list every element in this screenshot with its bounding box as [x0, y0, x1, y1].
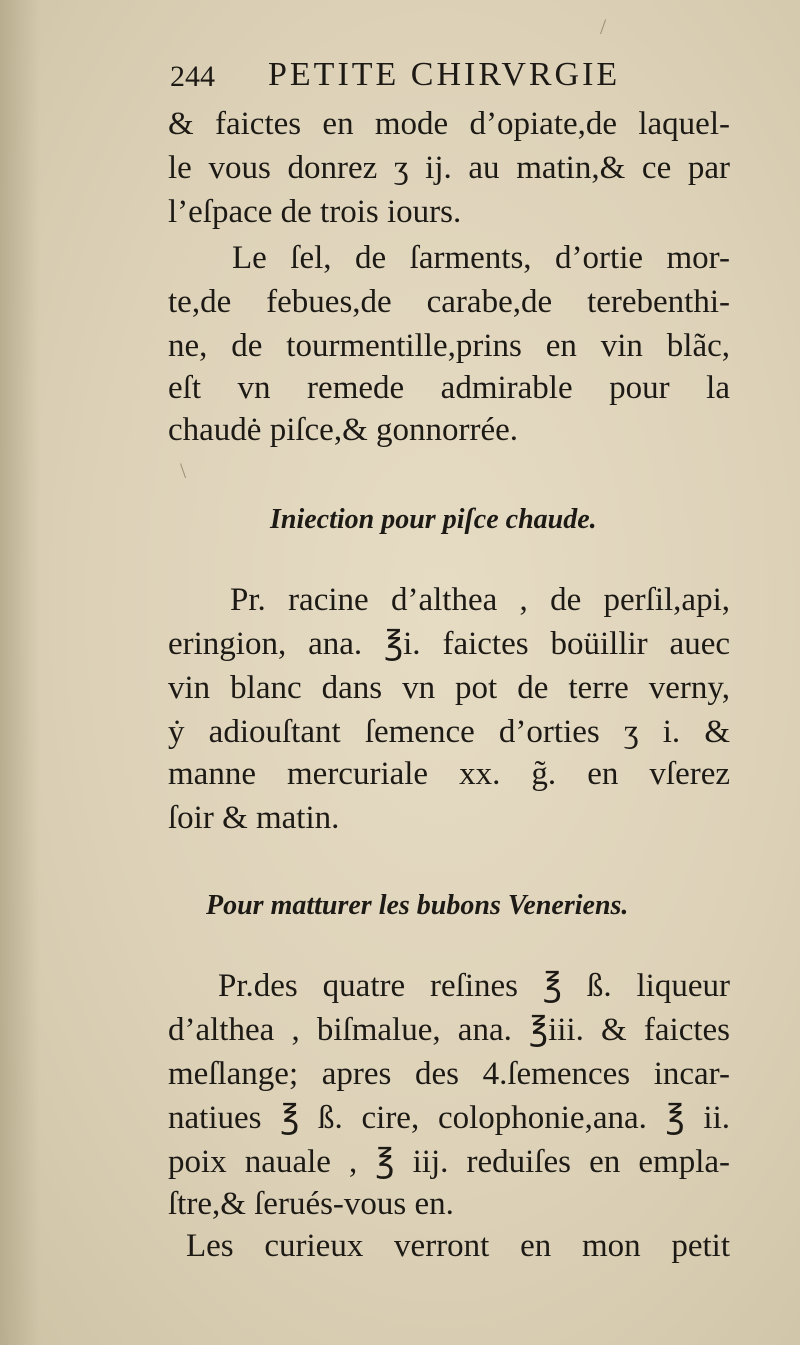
section-heading: Pour matturer les bubons Veneriens.	[206, 890, 629, 921]
stray-mark: \	[180, 458, 187, 483]
text-line: le vous donrez ʒ ij. au matin,& ce par	[168, 150, 730, 186]
running-title: PETITE CHIRVRGIE	[268, 56, 621, 93]
page-gutter-shadow	[0, 0, 40, 1345]
text-line: natiues ℥ ß. cire, colophonie,ana. ℥ ii.	[168, 1100, 730, 1136]
text-line: ne, de tourmentille,prins en vin blãc,	[168, 328, 730, 364]
section-heading: Iniection pour piſce chaude.	[270, 504, 597, 535]
page-number: 244	[170, 60, 215, 93]
text-line: chaudė piſce,& gonnorrée.	[168, 412, 519, 448]
text-line: ſoir & matin.	[168, 800, 340, 836]
text-line: l’eſpace de trois iours.	[168, 194, 462, 230]
text-line: te,de febues,de carabe,de terebenthi-	[168, 284, 730, 320]
text-line: vin blanc dans vn pot de terre verny,	[168, 670, 730, 706]
text-line: d’althea , biſmalue, ana. ℥iii. & faictes	[168, 1012, 730, 1048]
text-line: poix nauale , ℥ iij. reduiſes en empla-	[168, 1144, 730, 1180]
text-line: eſt vn remede admirable pour la	[168, 370, 730, 406]
text-line: ſtre,& ſerués-vous en.	[168, 1186, 454, 1222]
stray-mark: /	[600, 14, 607, 39]
text-line: Pr. racine d’althea , de perſil,api,	[230, 582, 730, 618]
text-line: & faictes en mode d’opiate,de laquel-	[168, 106, 730, 142]
text-line: eringion, ana. ℥i. faictes boüillir auec	[168, 626, 730, 662]
text-line: manne mercuriale xx. g̃. en vſerez	[168, 756, 730, 792]
running-header	[170, 56, 710, 100]
text-line: Les curieux verront en mon petit	[186, 1228, 730, 1264]
text-line: Le ſel, de ſarments, d’ortie mor-	[232, 240, 730, 276]
text-line: meſlange; apres des 4.ſemences incar-	[168, 1056, 730, 1092]
text-line: ẏ adiouſtant ſemence d’orties ʒ i. &	[168, 714, 730, 750]
text-line: Pr.des quatre reſines ℥ ß. liqueur	[218, 968, 730, 1004]
